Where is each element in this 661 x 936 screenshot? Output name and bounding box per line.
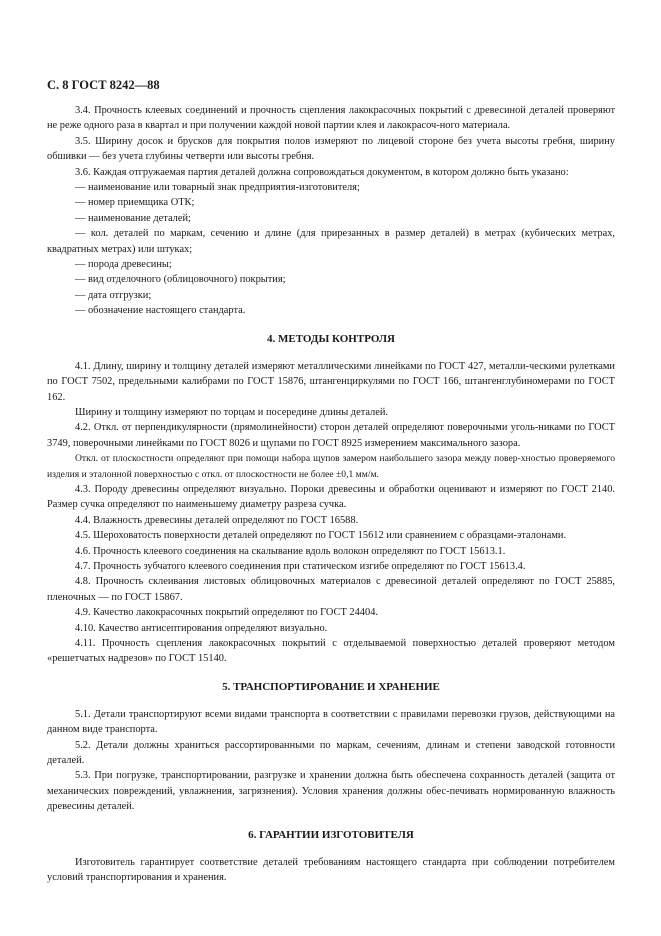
list-item: — дата отгрузки; (75, 289, 152, 301)
page-header: С. 8 ГОСТ 8242—88 (47, 78, 160, 92)
paragraph-4-1: 4.1. Длину, ширину и толщину деталей измеряют металлическими линейками по ГОСТ 427, металли-ческими рулетками по ГОСТ 7502, предельными калибрами по ГОСТ 15876, штангенциркулями по ГОСТ 166, штангенглубиномерами по ГОСТ 162. (47, 360, 615, 403)
paragraph-4-3: 4.3. Породу древесины определяют визуально. Пороки древесины и обработки оценивают и измеряют по ГОСТ 2140. Размер сучка определяют по наименьшему диаметру разреза сучка. (47, 483, 615, 511)
list-item: — обозначение настоящего стандарта. (75, 305, 246, 317)
paragraph-4-10: 4.10. Качество антисептирования определяют визуально. (75, 622, 328, 634)
list-item: — кол. деталей по маркам, сечению и длине (для прирезанных в размер деталей) в метрах (кубических метрах, квадратных метрах) или штуках; (47, 228, 615, 255)
paragraph-4-8: 4.8. Прочность склеивания листовых облицовочных материалов с древесиной деталей определяют по ГОСТ 25885, пленочных — по ГОСТ 15867. (47, 576, 615, 603)
section-heading-5: 5. ТРАНСПОРТИРОВАНИЕ И ХРАНЕНИЕ (222, 680, 440, 693)
paragraph-4-1-b: Ширину и толщину измеряют по торцам и посередине длины деталей. (75, 406, 389, 418)
list-item: — наименование деталей; (75, 212, 191, 224)
paragraph-4-2: 4.2. Откл. от перпендикулярности (прямолинейности) сторон деталей определяют поверочными уголь-никами по ГОСТ 3749, поверочными линейками по ГОСТ 8026 и щупами по ГОСТ 8925 измерением максимального зазора. (47, 422, 615, 449)
list-item: — вид отделочного (облицовочного) покрытия; (75, 274, 286, 286)
paragraph-4-4: 4.4. Влажность древесины деталей определяют по ГОСТ 16588. (75, 514, 359, 526)
section-heading-6: 6. ГАРАНТИИ ИЗГОТОВИТЕЛЯ (248, 828, 414, 841)
paragraph-4-5: 4.5. Шероховатость поверхности деталей определяют по ГОСТ 15612 или сравнением с образцами-эталонами. (75, 530, 567, 542)
paragraph-4-9: 4.9. Качество лакокрасочных покрытий определяют по ГОСТ 24404. (75, 607, 378, 619)
paragraph-6: Изготовитель гарантирует соответствие деталей требованиям настоящего стандарта при соблюдении потребителем условий транспортирования и хранения. (47, 856, 615, 884)
paragraph-3-5: 3.5. Ширину досок и брусков для покрытия полов измеряют по лицевой стороне без учета высоты гребня, ширину обшивки — без учета глубины четверти или высоты гребня. (47, 135, 615, 163)
list-item: — наименование или товарный знак предприятия-изготовителя; (75, 182, 360, 194)
paragraph-4-7: 4.7. Прочность зубчатого клеевого соединения при статическом изгибе определяют по ГОСТ 15613.4. (75, 560, 526, 572)
paragraph-4-6: 4.6. Прочность клеевого соединения на скалывание вдоль волокон определяют по ГОСТ 15613.1. (75, 545, 506, 557)
paragraph-5-3: 5.3. При погрузке, транспортировании, разгрузке и хранении должна быть обеспечена сохранность деталей (защита от механических повреждений, увлажнения, загрязнения). Условия хранения должны обес-печивать нормированную влажность древесины деталей. (47, 770, 615, 813)
document-page (47, 78, 615, 885)
paragraph-3-4: 3.4. Прочность клеевых соединений и прочность сцепления лакокрасочных покрытий с древесиной деталей проверяют не реже одного раза в квартал и при получении каждой новой партии клея и лакокрасоч-ного материала. (47, 105, 615, 132)
paragraph-5-1: 5.1. Детали транспортируют всеми видами транспорта в соответствии с правилами перевозки грузов, действующими на данном виде транспорта. (47, 708, 615, 736)
paragraph-3-6: 3.6. Каждая отгружаемая партия деталей должна сопровождаться документом, в котором должно быть указано: (75, 166, 569, 178)
list-item: — номер приемщика ОТК; (75, 197, 195, 209)
paragraph-4-2-b: Откл. от плоскостности определяют при помощи набора щупов замером наибольшего зазора между повер-хностью проверяемого изделия и эталонной поверхностью с откл. от плоскостности не более ±0,1 мм/м. (47, 453, 615, 480)
section-heading-4: 4. МЕТОДЫ КОНТРОЛЯ (267, 332, 395, 345)
list-item: — порода древесины; (75, 259, 172, 271)
paragraph-4-11: 4.11. Прочность сцепления лакокрасочных покрытий с отделываемой поверхностью деталей проверяют методом «решетчатых надрезов» по ГОСТ 15140. (47, 638, 615, 665)
paragraph-5-2: 5.2. Детали должны храниться рассортированными по маркам, сечениям, длинам и степени заводской готовности деталей. (47, 739, 615, 767)
